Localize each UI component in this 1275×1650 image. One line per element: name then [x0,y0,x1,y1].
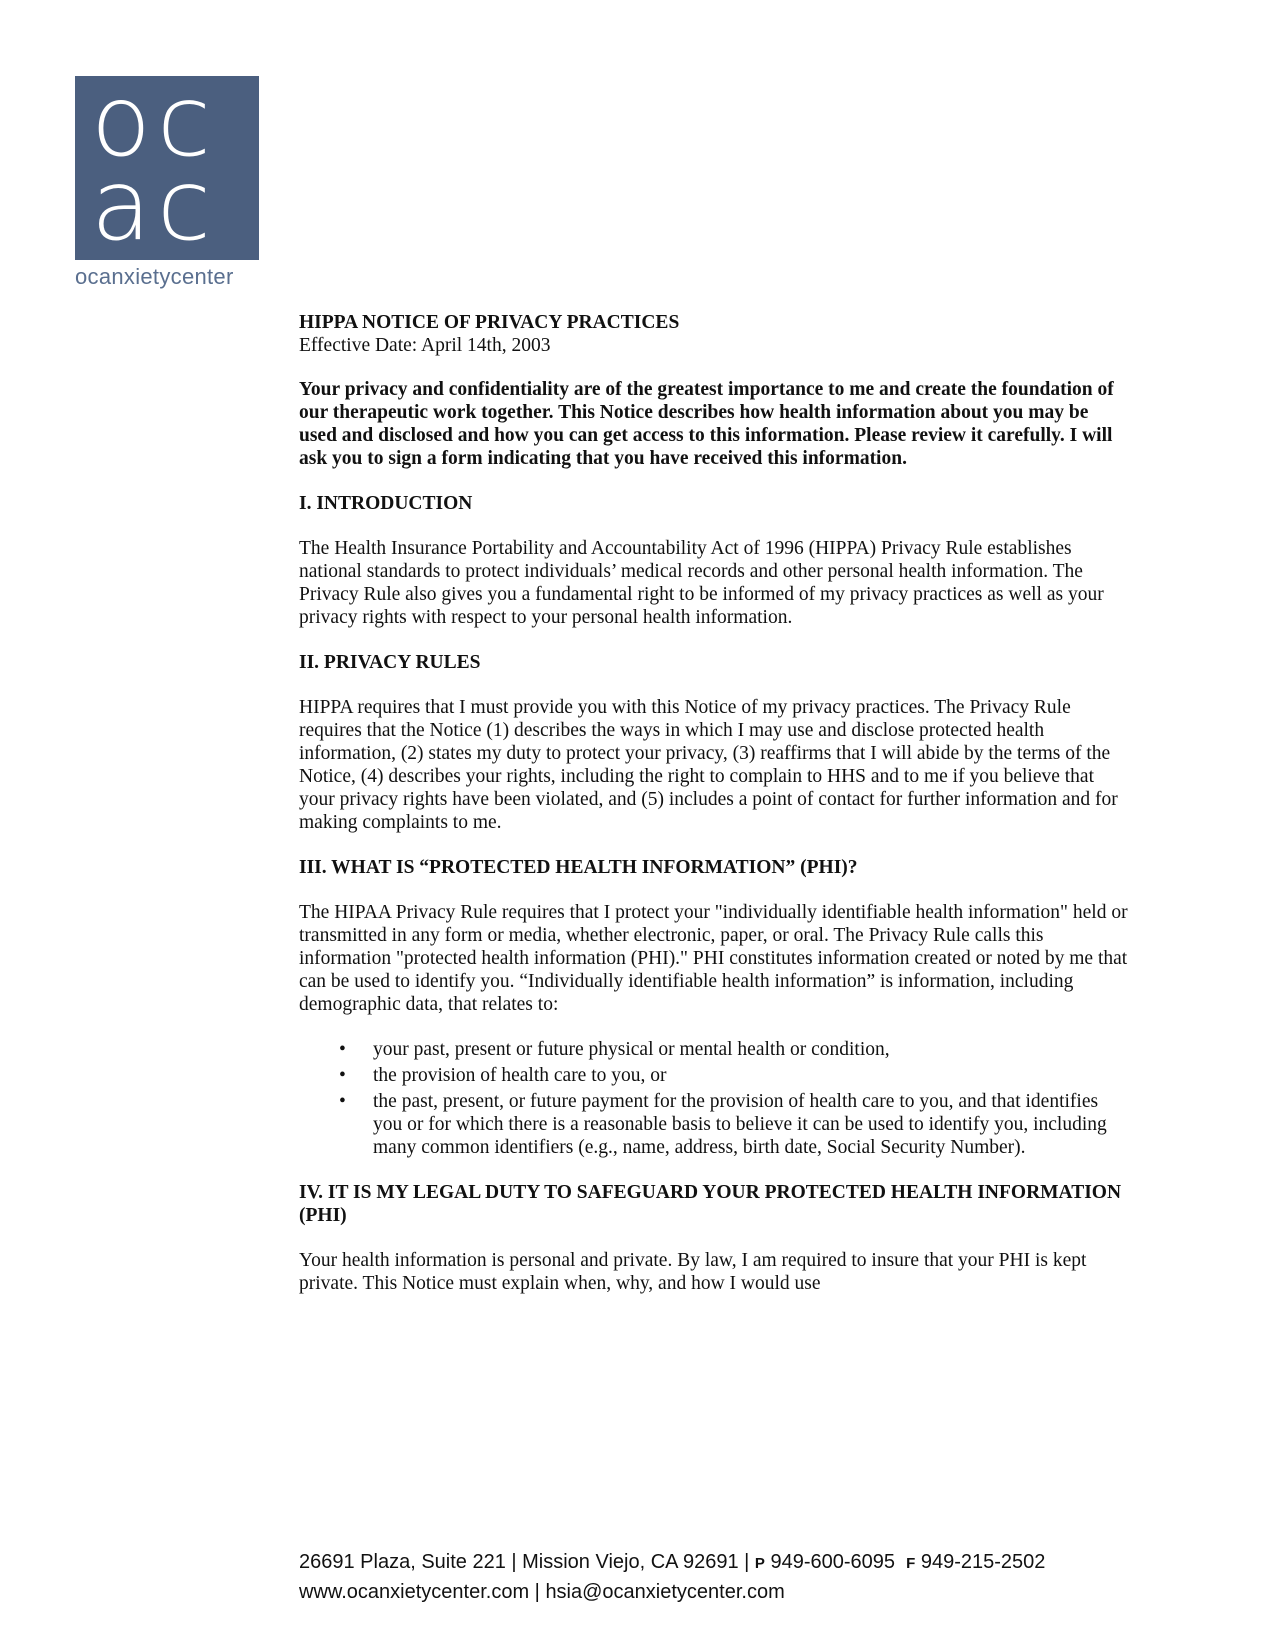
logo-line-ac: ac [91,149,217,260]
bullet-icon: • [339,1091,346,1112]
fax-number: 949-215-2502 [920,1551,1046,1573]
logo-mark [75,76,259,260]
section-heading-legal-duty: IV. IT IS MY LEGAL DUTY TO SAFEGUARD YOUR PROTECTED HEALTH INFORMATION (PHI) [299,1182,1122,1226]
footer-address: 26691 Plaza, Suite 221 | Mission Viejo, CA 92691 | [299,1551,750,1573]
fax-label: F [906,1555,916,1572]
section-heading-phi: III. WHAT IS “PROTECTED HEALTH INFORMATION” (PHI)? [299,857,858,878]
list-item [339,1090,1129,1159]
logo-line-oc: oc [91,76,217,179]
section-body-legal-duty: Your health information is personal and private. By law, I am required to insure that your PHI is kept private. This Notice must explain when, why, and how I would use [299,1250,1087,1294]
document-title: HIPPA NOTICE OF PRIVACY PRACTICES [299,312,680,333]
phone-label: P [754,1555,765,1572]
bullet-icon: • [339,1039,346,1060]
list-item-text: your past, present or future physical or mental health or condition, [373,1039,890,1060]
section-heading-privacy-rules: II. PRIVACY RULES [299,652,481,673]
document-body [299,311,1129,1295]
section-body-phi: The HIPAA Privacy Rule requires that I protect your "individually identifiable health information" held or transmitted in any form or media, whether electronic, paper, or oral. The Privacy Rule calls this information "protected health information (PHI)." PHI constitutes information created or noted by me that can be used to identify you. “Individually identifiable health information” is information, including demographic data, that relates to: [299,902,1128,1015]
list-item-text: the provision of health care to you, or [373,1065,667,1086]
section-heading-introduction: I. INTRODUCTION [299,493,473,514]
list-item [339,1038,1129,1061]
logo-caption: ocanxietycenter [75,264,234,289]
footer-separator: | [534,1581,540,1603]
section-body-introduction: The Health Insurance Portability and Accountability Act of 1996 (HIPPA) Privacy Rule establishes national standards to protect individuals’ medical records and other personal health information. The Privacy Rule also gives you a fundamental right to be informed of my privacy practices as well as your privacy rights with respect to your personal health information. [299,538,1104,628]
list-item-text: the past, present, or future payment for the provision of health care to you, and that identifies you or for which there is a reasonable basis to believe it can be used to identify you, including many common identifiers (e.g., name, address, birth date, Social Security Number). [373,1091,1107,1158]
phi-bullet-list [299,1038,1129,1159]
footer-line-address [299,1548,1199,1578]
email-link[interactable]: hsia@ocanxietycenter.com [545,1581,785,1603]
phone-number[interactable]: 949-600-6095 [770,1551,896,1573]
effective-date: Effective Date: April 14th, 2003 [299,335,551,356]
intro-notice: Your privacy and confidentiality are of the greatest importance to me and create the foundation of our therapeutic work together. This Notice describes how health information about you may be used and disclosed and how you can get access to this information. Please review it carefully. I will ask you to sign a form indicating that you have received this information. [299,379,1114,469]
footer-contact [299,1548,1199,1606]
website-link[interactable]: www.ocanxietycenter.com [299,1581,530,1603]
bullet-icon: • [339,1065,346,1086]
section-body-privacy-rules: HIPPA requires that I must provide you with this Notice of my privacy practices. The Privacy Rule requires that the Notice (1) describes the ways in which I may use and disclose protected health information, (2) states my duty to protect your privacy, (3) reaffirms that I will abide by the terms of the Notice, (4) describes your rights, including the right to complain to HHS and to me if you believe that your privacy rights have been violated, and (5) includes a point of contact for further information and for making complaints to me. [299,697,1118,833]
list-item [339,1064,1129,1087]
footer-line-web [299,1578,1199,1606]
